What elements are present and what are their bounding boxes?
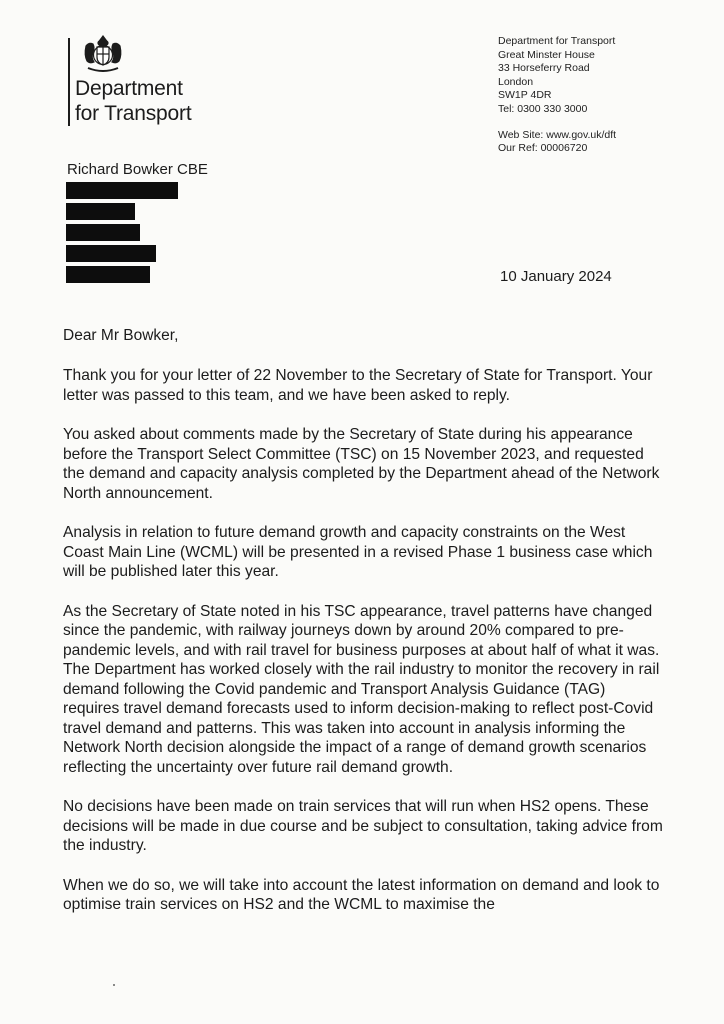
logo-rule (68, 38, 70, 126)
body-paragraph: Thank you for your letter of 22 November to the Secretary of State for Transport. Your letter was passed to this team, and we have been asked to reply. (63, 367, 653, 404)
scan-speck (113, 984, 115, 986)
org-line-1: Department (75, 77, 183, 100)
redaction-bar (66, 182, 178, 199)
redaction-bar (66, 266, 150, 283)
address-line: London (498, 75, 534, 88)
letter-date: 10 January 2024 (500, 268, 612, 285)
letter-body (63, 366, 663, 935)
organisation-name (75, 76, 191, 126)
sender-address (498, 35, 708, 156)
body-paragraph: No decisions have been made on train services that will run when HS2 opens. These decisions will be made in due course and be subject to consultation, taking advice from the industry. (63, 798, 663, 854)
redaction-bar (66, 224, 140, 241)
body-paragraph: As the Secretary of State noted in his TSC appearance, travel patterns have changed since the pandemic, with railway journeys down by around 20% compared to pre-pandemic levels, and with rail travel for business purposes at about half of what it was. The Department has worked closely with the rail industry to monitor the recovery in rail demand following the Covid pandemic and Transport Analysis Guidance (TAG) requires travel demand forecasts used to inform decision-making to reflect post-Covid travel demand and patterns. This was taken into account in analysis informing the Network North decision alongside the impact of a range of demand growth scenarios reflecting the uncertainty over future rail demand growth. (63, 602, 660, 776)
dft-logo (68, 34, 248, 126)
reference-line: Our Ref: 00006720 (498, 142, 588, 155)
address-line: Department for Transport (498, 35, 616, 47)
redaction-bar (66, 203, 135, 220)
salutation: Dear Mr Bowker, (63, 327, 179, 344)
address-line: 33 Horseferry Road (498, 62, 590, 75)
org-line-2: for Transport (75, 102, 192, 125)
address-line: Great Minster House (498, 48, 595, 61)
body-paragraph: When we do so, we will take into account the latest information on demand and look to optimise train services on HS2 and the WCML to maximise the (63, 876, 660, 913)
website-line: Web Site: www.gov.uk/dft (498, 128, 617, 141)
address-line: Tel: 0300 330 3000 (498, 102, 588, 115)
recipient-name: Richard Bowker CBE (67, 161, 208, 178)
body-paragraph: Analysis in relation to future demand growth and capacity constraints on the West Coast Main Line (WCML) will be presented in a revised Phase 1 business case which will be published later this year. (63, 524, 653, 580)
redaction-bar (66, 245, 156, 262)
body-paragraph: You asked about comments made by the Secretary of State during his appearance before the Transport Select Committee (TSC) on 15 November 2023, and requested the demand and capacity analysis completed by the Department ahead of the Network North announcement. (63, 426, 660, 502)
address-line: SW1P 4DR (498, 89, 552, 102)
royal-coat-of-arms-icon (80, 34, 126, 74)
